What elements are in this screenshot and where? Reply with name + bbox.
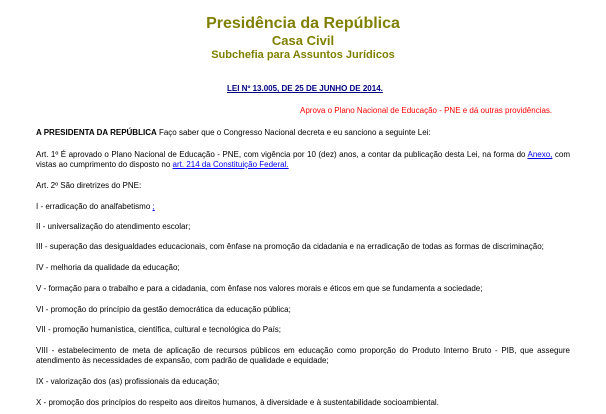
page-header xyxy=(0,14,606,62)
list-item: VI - promoção do princípio da gestão democrática da educação pública; xyxy=(36,305,291,314)
art1-text-1: Art. 1º É aprovado o Plano Nacional de Educação - PNE, com vigência por 10 (dez) anos, a contar da publicação desta Lei, na forma do xyxy=(36,150,528,159)
list-item: VIII - estabelecimento de meta de aplicação de recursos públicos em educação como proporção do Produto Interno Bruto - PIB, que assegure atendimento às necessidades de expansão, com padrão de qualidade e equidade; xyxy=(36,346,570,365)
law-ementa: Aprova o Plano Nacional de Educação - PNE e dá outras providências. xyxy=(300,106,553,115)
constitution-art214-link[interactable]: art. 214 da Constituição Federal. xyxy=(172,160,289,169)
annex-link[interactable]: Anexo, xyxy=(527,150,553,159)
list-item xyxy=(36,202,155,212)
header-subsubtitle: Subchefia para Assuntos Jurídicos xyxy=(211,49,395,61)
list-item: V - formação para o trabalho e para a cidadania, com ênfase nos valores morais e éticos em que se fundamenta a sociedade; xyxy=(36,284,483,293)
header-title: Presidência da República xyxy=(206,15,400,32)
list-item: IX - valorização dos (as) profissionais da educação; xyxy=(36,377,220,386)
list-item: II - universalização do atendimento escolar; xyxy=(36,222,191,231)
article-2-heading: Art. 2º São diretrizes do PNE: xyxy=(36,181,142,190)
preamble xyxy=(36,128,431,138)
preamble-bold: A PRESIDENTA DA REPÚBLICA xyxy=(36,128,157,137)
item-link[interactable]: ; xyxy=(152,202,155,211)
list-item: VII - promoção humanística, científica, cultural e tecnológica do País; xyxy=(36,325,282,334)
art1-text-2: com vistas ao cumprimento do disposto no xyxy=(36,150,570,169)
item-text: I - erradicação do analfabetismo xyxy=(36,202,151,211)
law-title-link[interactable]: LEI Nº 13.005, DE 25 DE JUNHO DE 2014. xyxy=(227,84,383,93)
preamble-text: Faço saber que o Congresso Nacional decreta e eu sanciono a seguinte Lei: xyxy=(156,128,431,137)
header-subtitle: Casa Civil xyxy=(271,33,335,48)
article-1 xyxy=(36,150,570,170)
list-item: X - promoção dos princípios do respeito aos direitos humanos, à diversidade e à sustentabilidade socioambiental. xyxy=(36,398,439,407)
list-item: IV - melhoria da qualidade da educação; xyxy=(36,263,180,272)
list-item: III - superação das desigualdades educacionais, com ênfase na promoção da cidadania e na erradicação de todas as formas de discriminação; xyxy=(36,242,544,251)
